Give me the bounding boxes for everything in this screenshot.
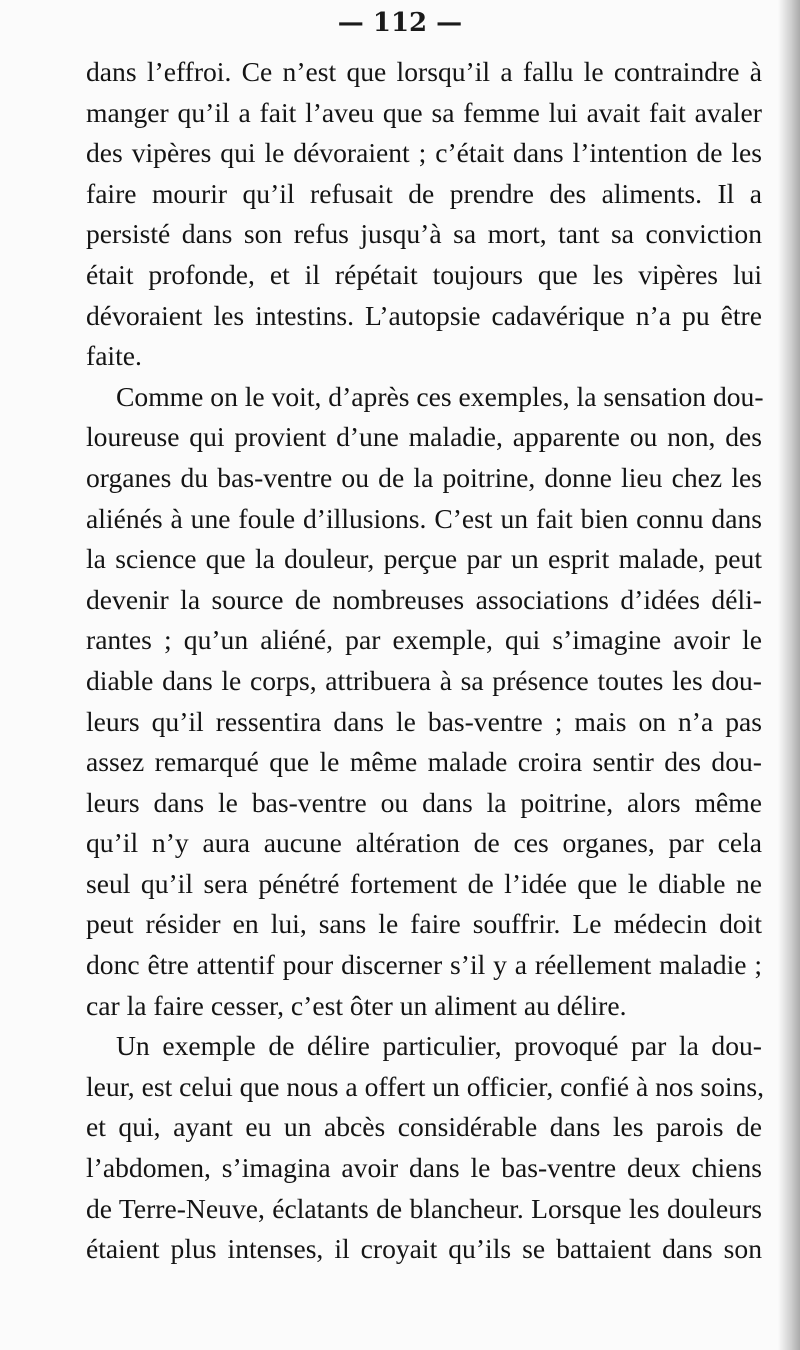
text-line: diable dans le corps, attribuera à sa présence toutes les dou-	[86, 664, 762, 696]
text-line: rantes ; qu’un aliéné, par exemple, qui s’imagine avoir le	[86, 624, 762, 656]
text-line: loureuse qui provient d’une maladie, apparente ou non, des	[86, 421, 762, 453]
text-line: Un exemple de délire particulier, provoqué par la dou-	[116, 1030, 762, 1062]
text-line: persisté dans son refus jusqu’à sa mort, tant sa conviction	[86, 218, 762, 250]
text-line: seul qu’il sera pénétré fortement de l’idée que le diable ne	[86, 867, 762, 899]
text-line: assez remarqué que le même malade croira sentir des dou-	[86, 746, 762, 778]
text-line: qu’il n’y aura aucune altération de ces organes, par cela	[86, 827, 762, 859]
text-line: des vipères qui le dévoraient ; c’était dans l’intention de les	[86, 137, 762, 169]
text-line: donc être attentif pour discerner s’il y a réellement maladie ;	[86, 949, 762, 981]
text-line: Comme on le voit, d’après ces exemples, la sensation dou-	[116, 380, 764, 412]
text-line: devenir la source de nombreuses associations d’idées déli-	[86, 583, 762, 615]
text-line: dans l’effroi. Ce n’est que lorsqu’il a fallu le contraindre à	[86, 56, 762, 87]
page-number: — 112 —	[337, 8, 463, 38]
text-line: était profonde, et il répétait toujours que les vipères lui	[86, 258, 762, 290]
text-line: faite.	[86, 340, 142, 372]
text-line: l’abdomen, s’imagina avoir dans le bas-ventre deux chiens	[86, 1152, 762, 1184]
text-line: de Terre-Neuve, éclatants de blancheur. Lorsque les douleurs	[86, 1192, 762, 1224]
text-line: leurs dans le bas-ventre ou dans la poitrine, alors même	[86, 786, 762, 818]
text-line: manger qu’il a fait l’aveu que sa femme lui avait fait avaler	[86, 96, 762, 128]
text-line: car la faire cesser, c’est ôter un aliment au délire.	[86, 989, 627, 1021]
text-line: faire mourir qu’il refusait de prendre des aliments. Il a	[86, 177, 762, 209]
text-line: leurs qu’il ressentira dans le bas-ventre ; mais on n’a pas	[86, 705, 762, 737]
text-line: et qui, ayant eu un abcès considérable dans les parois de	[86, 1111, 762, 1143]
page-edge-shadow	[778, 0, 800, 1350]
paragraph-3	[86, 1026, 762, 1270]
text-line: étaient plus intenses, il croyait qu’ils se battaient dans son	[86, 1233, 762, 1265]
paragraph-1	[86, 52, 762, 377]
text-line: organes du bas-ventre ou de la poitrine, donne lieu chez les	[86, 461, 762, 493]
paragraph-2	[86, 377, 762, 1027]
text-line: la science que la douleur, perçue par un esprit malade, peut	[86, 543, 762, 575]
text-line: aliénés à une foule d’illusions. C’est un fait bien connu dans	[86, 502, 762, 534]
text-line: peut résider en lui, sans le faire souffrir. Le médecin doit	[86, 908, 762, 940]
text-line: dévoraient les intestins. L’autopsie cadavérique n’a pu être	[86, 299, 762, 331]
body-text	[86, 52, 762, 1270]
text-line: leur, est celui que nous a offert un officier, confié à nos soins,	[86, 1070, 764, 1102]
